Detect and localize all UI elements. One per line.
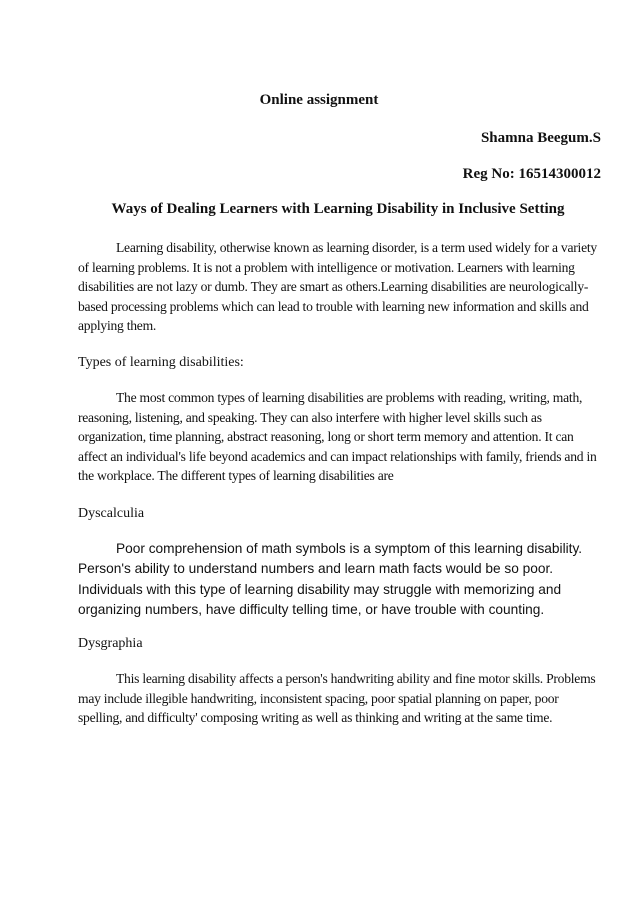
document-title: Online assignment: [259, 92, 379, 108]
section-heading-dysgraphia: Dysgraphia: [78, 636, 143, 651]
types-paragraph: The most common types of learning disabilities are problems with reading, writing, math, reasoning, listening, and speaking. They can also interfere with higher level skills such as organization, time planning, abstract reasoning, long or short term memory and attention. It can affect an individual's life beyond academics and can impact relationships with family, friends and in the workplace. The different types of learning disabilities are: [78, 390, 597, 484]
main-heading: Ways of Dealing Learners with Learning Disability in Inclusive Setting: [111, 201, 565, 217]
dysgraphia-paragraph: This learning disability affects a person's handwriting ability and fine motor skills. Problems may include illegible handwriting, inconsistent spacing, poor spatial planning on paper, poor spelling, and difficulty' composing writing as well as thinking and writing at the same time.: [78, 671, 596, 726]
dyscalculia-paragraph: Poor comprehension of math symbols is a symptom of this learning disability. Person's ability to understand numbers and learn math facts would be so poor. Individuals with this type of learning disability may struggle with memorizing and organizing numbers, have difficulty telling time, or have trouble with counting.: [78, 541, 583, 618]
section-heading-dyscalculia: Dyscalculia: [78, 506, 145, 521]
section-heading-types: Types of learning disabilities:: [78, 355, 244, 370]
author-name: Shamna Beegum.S: [480, 130, 601, 146]
intro-paragraph: Learning disability, otherwise known as learning disorder, is a term used widely for a variety of learning problems. It is not a problem with intelligence or motivation. Learners with learning disabilities are not lazy or dumb. They are smart as others.Learning disabilities are neurologically-based processing problems which can lead to trouble with learning new information and skills and applying them.: [78, 240, 597, 334]
registration-number: Reg No: 16514300012: [462, 166, 601, 182]
